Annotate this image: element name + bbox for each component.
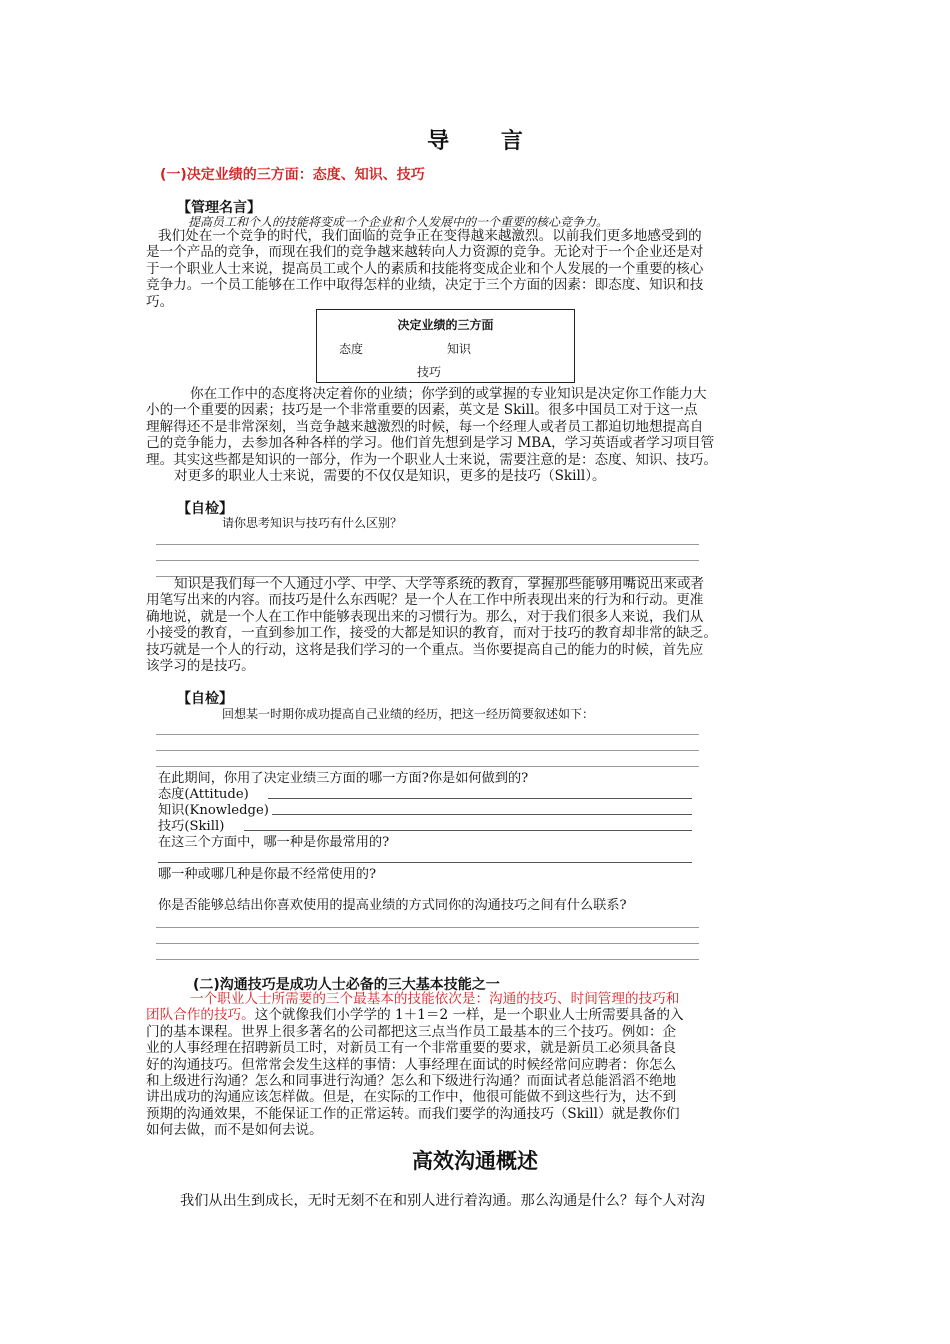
paragraph-2 [146,386,816,484]
text-line: 预期的沟通效果，不能保证工作的正常运转。而我们要学的沟通技巧（Skill）就是教你们 [146,1105,680,1122]
text-line: 门的基本课程。世界上很多著名的公司都把这三点当作员工最基本的三个技巧。例如：企 [146,1023,677,1040]
question-least-used: 哪一种或哪几种是你最不经常使用的? [158,867,377,882]
question-knowledge: 知识(Knowledge) [158,803,269,818]
self-check-label: 【自检】 [177,501,233,517]
box-item-skill: 技巧 [417,365,442,379]
text-line: 我们处在一个竞争的时代，我们面临的竞争正在变得越来越激烈。以前我们更多地感受到的 [158,228,702,244]
text-line: 知识是我们每一个人通过小学、中学、大学等系统的教育，掌握那些能够用嘴说出来或者 [174,576,705,592]
answer-line [156,959,699,960]
question-attitude: 态度(Attitude) [158,787,249,802]
section1-heading: (一)决定业绩的三方面：态度、知识、技巧 [160,167,425,183]
paragraph-section2 [146,991,816,1139]
text-line: 小接受的教育，一直到参加工作，接受的大都是知识的教育，而对于技巧的教育却非常的缺乏。 [146,625,717,642]
text-line: 竞争力。一个员工能够在工作中取得怎样的业绩，决定于三个方面的因素：即态度、知识和技 [146,277,704,294]
text-line: 是一个产品的竞争，而现在我们的竞争越来越转向人力资源的竞争。无论对于一个企业还是对 [146,244,704,261]
answer-line [156,544,699,545]
paragraph-section3: 我们从出生到成长，无时无刻不在和别人进行着沟通。那么沟通是什么？每个人对沟 [180,1193,705,1209]
page-title: 导 言 [427,129,545,154]
text-line: 确地说，就是一个人在工作中能够表现出来的习惯行为。那么，对于我们很多人来说，我们从 [146,608,704,625]
text-line: 于一个职业人士来说，提高员工或个人的素质和技能将变成企业和个人发展的一个重要的核心 [146,260,704,277]
self-check-label: 【自检】 [177,691,233,707]
paragraph-1 [146,228,816,310]
three-factors-box [316,309,575,383]
text-line: 和上级进行沟通？怎么和同事进行沟通？怎么和下级进行沟通？而面试者总能滔滔不绝地 [146,1073,677,1090]
paragraph-3 [146,576,826,674]
text-line: 讲出成功的沟通应该怎样做。但是，在实际的工作中，他很可能做不到这些行为，达不到 [146,1089,677,1106]
fill-line-attitude [268,798,692,799]
text-line: 巧。 [146,293,174,310]
answer-line [156,734,699,735]
text-line: 己的竞争能力，去参加各种各样的学习。他们首先想到是学习 MBA，学习英语或者学习项目管 [146,435,715,452]
text-line: 你在工作中的态度将决定着你的业绩；你学到的或掌握的专业知识是决定你工作能力大 [190,386,707,402]
text-line-highlight: 一个职业人士所需要的三个最基本的技能依次是：沟通的技巧、时间管理的技巧和 [190,991,680,1007]
box-item-knowledge: 知识 [447,342,472,356]
text-line: 理解得还不是非常深刻，当竞争越来越激烈的时候，每一个经理人或者员工都迫切地想提高自 [146,418,704,435]
question-relation: 你是否能够总结出你喜欢使用的提高业绩的方式同你的沟通技巧之间有什么联系? [158,898,627,913]
text-line: 该学习的是技巧。 [146,658,255,675]
quote-text: 提高员工和个人的技能将变成一个企业和个人发展中的一个重要的核心竞争力。 [188,215,609,229]
self-check-question: 回想某一时期你成功提高自己业绩的经历，把这一经历简要叙述如下： [222,707,595,721]
text-line: 用笔写出来的内容。而技巧是什么东西呢？是一个人在工作中所表现出来的行为和行动。更准 [146,592,704,609]
answer-line [156,943,699,944]
box-title: 决定业绩的三方面 [397,318,494,332]
fill-line-knowledge [272,814,692,815]
text-highlight: 团队合作的技巧。 [146,1007,255,1024]
answer-line [156,560,699,561]
self-check-question: 请你思考知识与技巧有什么区别？ [222,516,403,530]
text-line: 对更多的职业人士来说，需要的不仅仅是知识，更多的是技巧（Skill）。 [174,468,606,485]
box-item-attitude: 态度 [339,342,364,356]
section2-heading: (二)沟通技巧是成功人士必备的三大基本技能之一 [193,977,500,993]
text-line: 理。其实这些都是知识的一部分，作为一个职业人士来说，需要注意的是：态度、知识、技巧。 [146,451,717,468]
text-run: 这个就像我们小学学的 1＋1＝2 一样，是一个职业人士所需要具备的入 [254,1007,684,1024]
text-line: 好的沟通技巧。但常常会发生这样的事情：人事经理在面试的时候经常问应聘者：你怎么 [146,1056,677,1073]
answer-line [156,927,699,928]
text-line: 业的人事经理在招聘新员工时，对新员工有一个非常重要的要求，就是新员工必须具备良 [146,1040,677,1057]
question-most-used: 在这三个方面中，哪一种是你最常用的? [158,835,390,850]
text-line: 如何去做，而不是如何去说。 [146,1122,323,1139]
text-line [146,1007,816,1023]
question-during: 在此期间，你用了决定业绩三方面的哪一方面?你是如何做到的? [158,771,529,786]
text-line: 技巧就是一个人的行动，这将是我们学习的一个重点。当你要提高自己的能力的时候，首先应 [146,641,704,658]
quote-label: 【管理名言】 [177,200,261,216]
section-title: 高效沟通概述 [412,1149,538,1173]
text-line: 小的一个重要的因素；技巧是一个非常重要的因素，英文是 Skill。很多中国员工对于这一点 [146,402,698,419]
answer-line [156,750,699,751]
question-skill: 技巧(Skill) [158,819,225,834]
